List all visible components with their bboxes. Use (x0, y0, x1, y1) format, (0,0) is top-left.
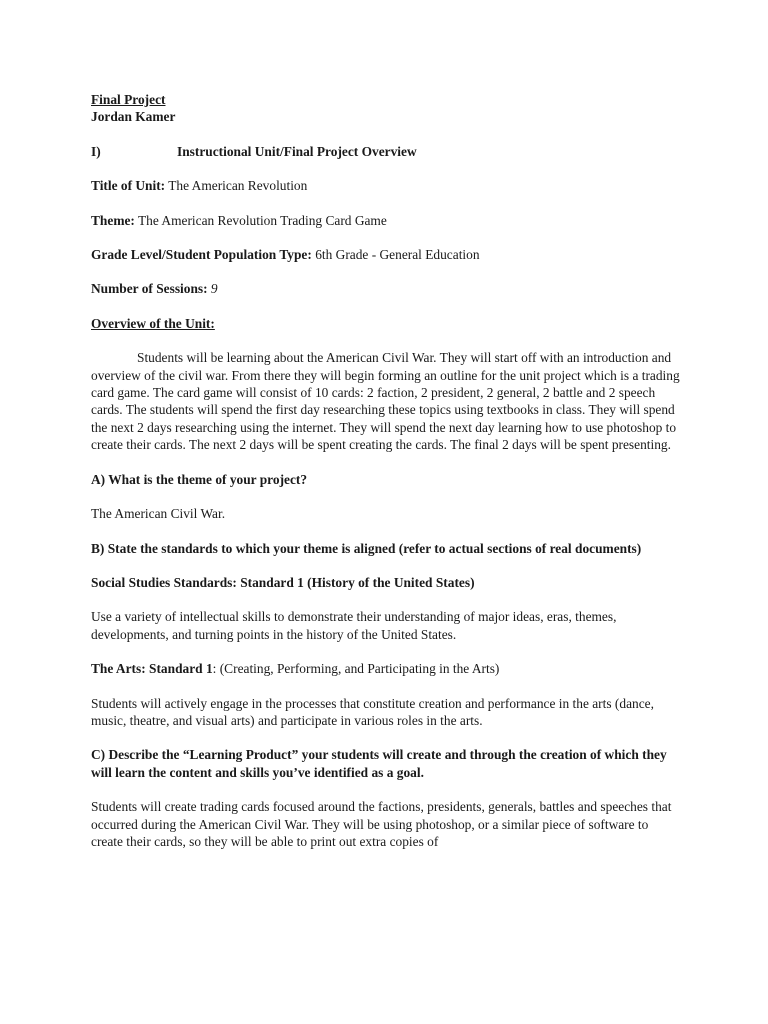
sessions-label: Number of Sessions: (91, 281, 208, 297)
unit-title-value: The American Revolution (165, 178, 308, 194)
unit-title-line (91, 177, 681, 194)
grade-value: 6th Grade - General Education (311, 247, 480, 263)
sessions-line (91, 280, 681, 297)
theme-label: Theme: (91, 212, 135, 228)
answer-c: Students will create trading cards focused around the factions, presidents, generals, battles and speeches that occurred during the American Civil War. They will be using photoshop, or a similar piece of software to create their cards, so they will be able to print out extra copies of (91, 799, 672, 849)
social-studies-heading: Social Studies Standards: Standard 1 (History of the United States) (91, 574, 475, 590)
overview-paragraph: Students will be learning about the American Civil War. They will start off with an introduction and overview of the civil war. From there they will begin forming an outline for the unit project which is a trading card game. The card game will consist of 10 cards: 2 faction, 2 president, 2 general, 2 battle and 2 speech cards. The students will spend the first day researching these topics using textbooks in class. They will spend the next 2 days researching using the internet. They will spend the next day learning how to use photoshop to create their cards. The next 2 days will be spent creating the cards. The final 2 days will be spent presenting. (91, 350, 680, 453)
question-b: B) State the standards to which your theme is aligned (refer to actual sections of real documents) (91, 540, 642, 556)
arts-standard-label: The Arts: Standard 1 (91, 661, 213, 677)
grade-label: Grade Level/Student Population Type: (91, 247, 312, 263)
theme-value: The American Revolution Trading Card Game (134, 212, 387, 228)
section-title: Instructional Unit/Final Project Overview (177, 143, 417, 159)
arts-standard-description: : (Creating, Performing, and Participating in the Arts) (212, 661, 500, 677)
overview-heading: Overview of the Unit: (91, 315, 215, 331)
theme-line (91, 212, 681, 229)
social-studies-body: Use a variety of intellectual skills to demonstrate their understanding of major ideas, eras, themes, developments, and turning points in the history of the United States. (91, 609, 617, 642)
question-c: C) Describe the “Learning Product” your students will create and through the creation of which they will learn the content and skills you’ve identified as a goal. (91, 747, 667, 780)
grade-line (91, 246, 681, 263)
answer-a: The American Civil War. (91, 506, 226, 522)
author-name: Jordan Kamer (91, 109, 176, 125)
section-number: I) (91, 143, 101, 159)
arts-body: Students will actively engage in the processes that constitute creation and performance in the arts (dance, music, theatre, and visual arts) and participate in various roles in the arts. (91, 695, 654, 728)
document-title: Final Project (91, 92, 166, 107)
unit-title-label: Title of Unit: (91, 178, 166, 194)
section-heading (91, 143, 681, 160)
sessions-value: 9 (207, 281, 218, 297)
arts-standard-line (91, 660, 681, 677)
document-page (91, 91, 681, 850)
question-a: A) What is the theme of your project? (91, 471, 308, 487)
